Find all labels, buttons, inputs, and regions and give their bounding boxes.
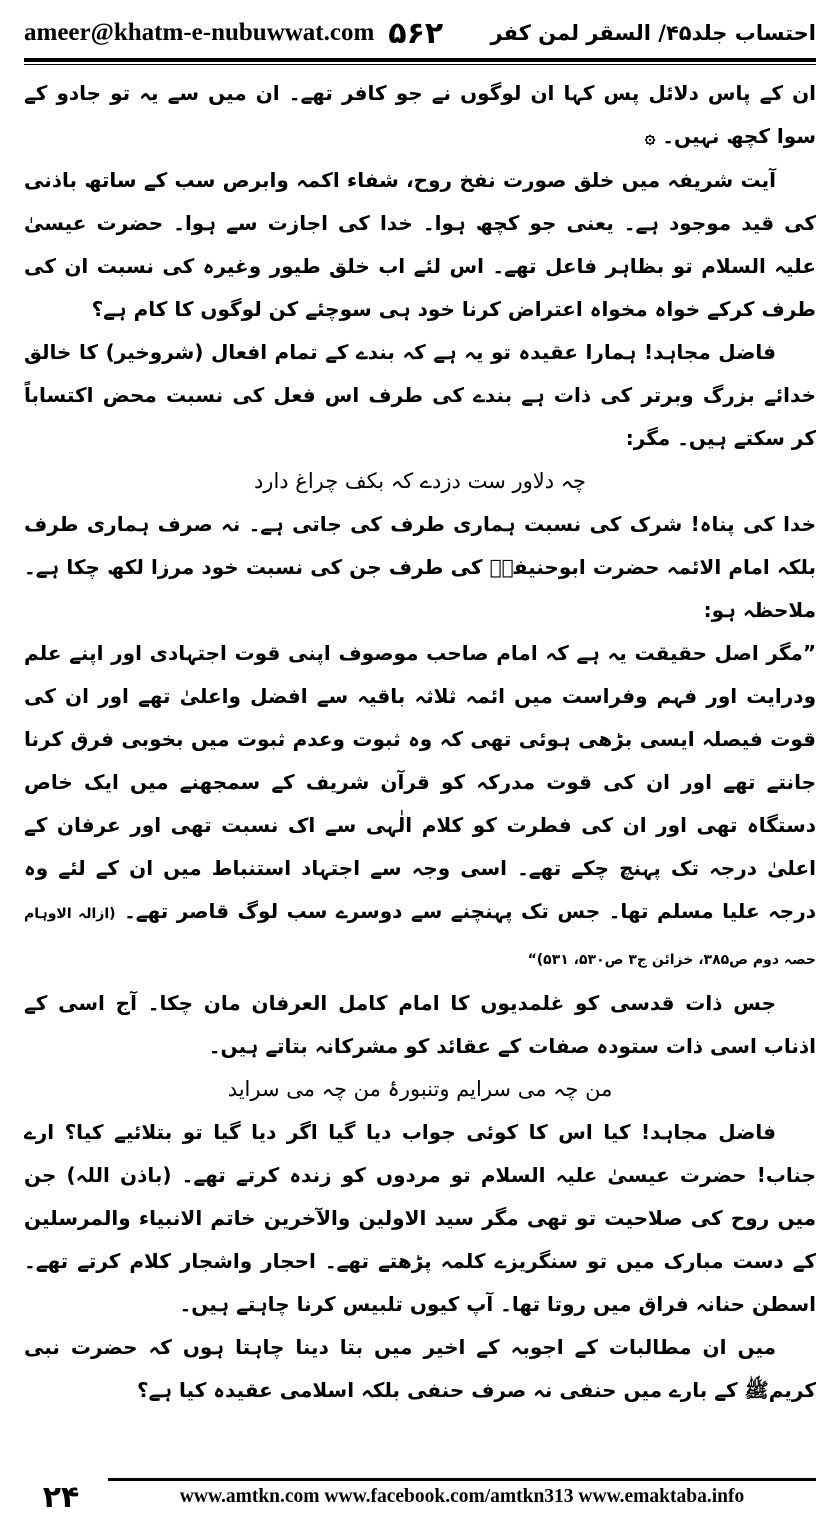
header-rule-thin <box>24 64 816 65</box>
paragraph-1 <box>24 72 816 159</box>
header-page-number: ۵۶۲ <box>388 15 444 51</box>
page-footer <box>24 1468 816 1520</box>
page-header <box>24 12 816 54</box>
poem-verse-2: من چہ می سرایم وتنبورۂ من چہ می سراید <box>227 1077 613 1101</box>
paragraph-2: آیت شریفہ میں خلق صورت نفخ روح، شفاء اکمہ وابرص سب کے ساتھ باذنی کی قید موجود ہے۔ یعنی جو کچھ ہوا۔ خدا کی اجازت سے ہوا۔ حضرت عیسیٰ علیہ السلام تو بظاہر فاعل تھے۔ اس لئے اب خلق طیور وغیرہ کی نسبت ان کی طرف کرکے خواہ مخواہ اعتراض کرنا خود ہی سوچئے کن لوگوں کا کام ہے؟ <box>24 168 816 321</box>
page-content <box>24 72 816 1450</box>
quotation-reference: (ازالہ الاوہام حصہ دوم ص۳۸۵، خزائن ج۳ ص۵۳۰، ۵۳۱)“ <box>24 906 816 968</box>
header-email: ameer@khatm-e-nubuwwat.com <box>24 19 375 46</box>
poem-verse-1: چہ دلاور ست دزدے کہ بکف چراغ دارد <box>253 469 587 493</box>
header-rule-thick <box>24 58 816 62</box>
header-book-title: احتساب جلد۴۵/ السقر لمن کفر <box>490 21 816 45</box>
paragraph-5: جس ذات قدسی کو غلمدیوں کا امام کامل العرفان مان چکا۔ آج اسی کے اذناب اسی ذات ستودہ صفات کے عقائد کو مشرکانہ بتاتے ہیں۔ <box>24 991 816 1058</box>
footer-rule <box>108 1478 816 1481</box>
verse-end-icon: ۞ <box>644 127 656 148</box>
paragraph-7: میں ان مطالبات کے اجوبہ کے اخیر میں بتا دینا چاہتا ہوں کہ حضرت نبی کریمﷺ کے بارے میں حنفی نہ صرف حنفی بلکہ اسلامی عقیدہ کیا ہے؟ <box>24 1335 816 1402</box>
header-left <box>24 16 443 51</box>
paragraph-3: فاضل مجاہد! ہمارا عقیدہ تو یہ ہے کہ بندے کے تمام افعال (شروخیر) کا خالق خدائے بزرگ وبرتر کی ذات ہے بندے کی طرف اس فعل کی نسبت محض اکتساباً کر سکتے ہیں۔ مگر: <box>24 340 816 450</box>
footer-links: www.amtkn.com www.facebook.com/amtkn313 www.emaktaba.info <box>179 1486 745 1507</box>
paragraph-1-text: ان کے پاس دلائل پس کہا ان لوگوں نے جو کافر تھے۔ ان میں سے یہ تو جادو کے سوا کچھ نہیں۔ <box>24 81 816 148</box>
paragraph-4: خدا کی پناہ! شرک کی نسبت ہماری طرف کی جاتی ہے۔ نہ صرف ہماری طرف بلکہ امام الائمہ حضرت ابوحنیفہؒ کی طرف جن کی نسبت خود مرزا لکھ چکا ہے۔ ملاحظہ ہو: <box>24 512 816 622</box>
paragraph-6: فاضل مجاہد! کیا اس کا کوئی جواب دیا گیا اگر دیا گیا تو بتلائیے کیا؟ ارے جناب! حضرت عیسیٰ علیہ السلام تو مردوں کو زندہ کرتے تھے۔ (باذن اللہ) جن میں روح کی صلاحیت تو تھی مگر سید الاولین والآخرین خاتم الانبیاء والمرسلین کے دست مبارک میں تو سنگریزے کلمہ پڑھتے تھے۔ احجار واشجار کلام کرتے تھے۔ اسطن حنانہ فراق میں روتا تھا۔ آپ کیوں تلبیس کرنا چاہتے ہیں۔ <box>24 1120 816 1316</box>
footer-page-number: ۲۴ <box>42 1479 80 1515</box>
quotation-text: ”مگر اصل حقیقت یہ ہے کہ امام صاحب موصوف اپنی قوت اجتہادی اور اپنے علم ودرایت اور فہم وفراست میں ائمہ ثلاثہ باقیہ سے افضل واعلیٰ تھے اور ان کی قوت فیصلہ ایسی بڑھی ہوئی تھی کہ وہ ثبوت وعدم ثبوت میں بخوبی فرق کرنا جانتے تھے اور ان کی قوت مدرکہ کو قرآن شریف کے سمجھنے میں ایک خاص دستگاہ تھی اور ان کی فطرت کو کلام الٰہی سے اک نسبت تھی اور عرفان کے اعلیٰ درجہ تک پہنچ چکے تھے۔ اسی وجہ سے اجتہاد استنباط میں ان کے لئے وہ درجہ علیا مسلم تھا۔ جس تک پہنچنے سے دوسرے سب لوگ قاصر تھے۔ <box>24 641 816 923</box>
quotation-block <box>24 632 816 982</box>
